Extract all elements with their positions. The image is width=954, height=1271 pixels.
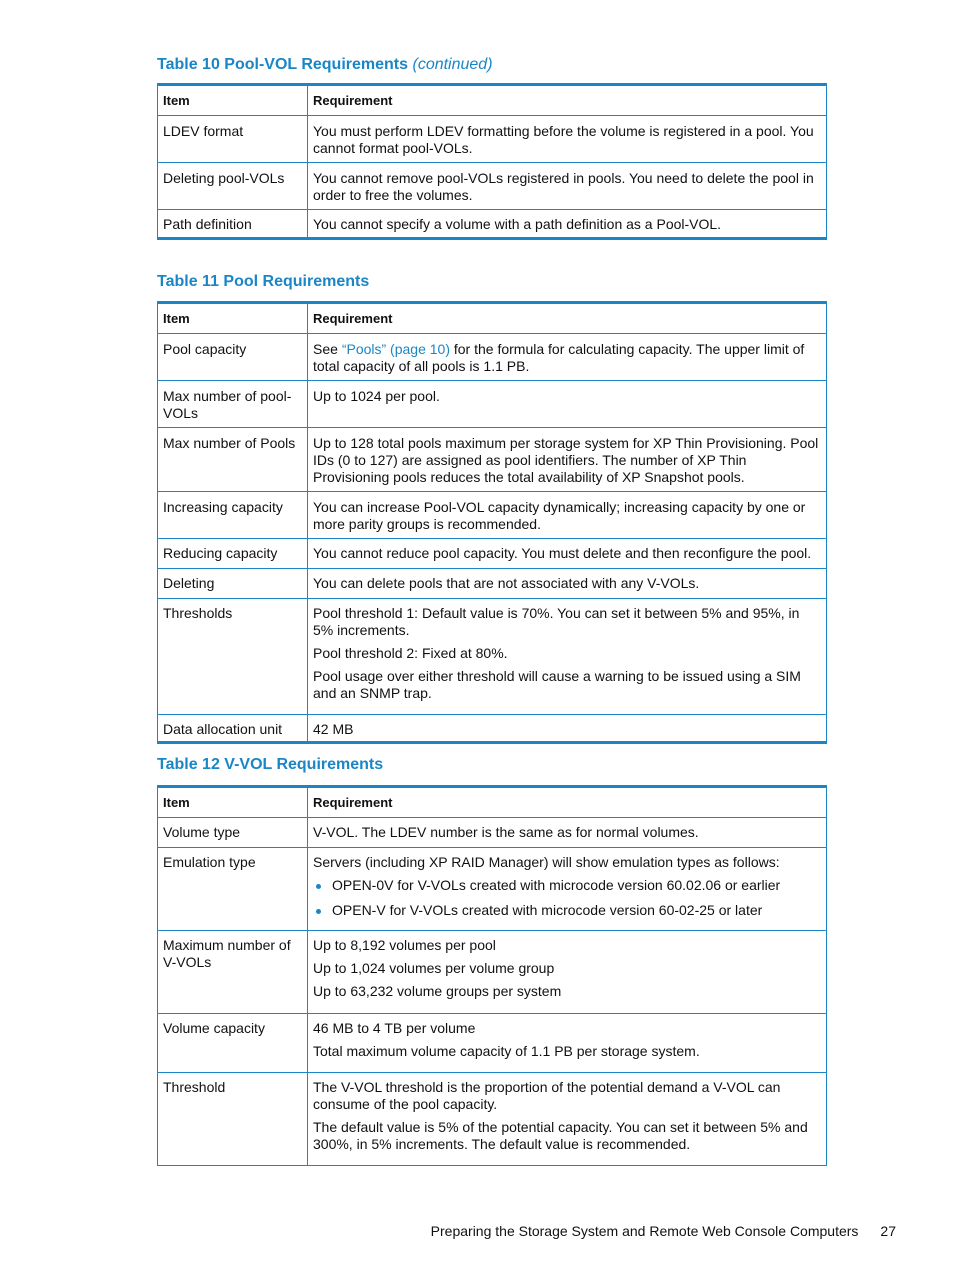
row-item: Deleting pool-VOLs <box>158 163 308 210</box>
row-item: Volume capacity <box>158 1014 308 1073</box>
table-12-caption: Table 12 V-VOL Requirements <box>157 756 384 773</box>
table-10 <box>157 83 827 240</box>
row-requirement: You cannot specify a volume with a path definition as a Pool-VOL. <box>308 210 827 239</box>
header-requirement: Requirement <box>308 787 827 818</box>
row-requirement: You must perform LDEV formatting before the volume is registered in a pool. You cannot format pool-VOLs. <box>308 116 827 163</box>
row-requirement <box>308 931 827 1014</box>
requirement-text: Servers (including XP RAID Manager) will show emulation types as follows: <box>313 854 780 870</box>
table-row <box>158 599 827 715</box>
table-row <box>158 848 827 931</box>
row-item: Thresholds <box>158 599 308 715</box>
row-requirement: You cannot remove pool-VOLs registered in pools. You need to delete the pool in order to free the volumes. <box>308 163 827 210</box>
table-row <box>158 210 827 239</box>
footer-title: Preparing the Storage System and Remote Web Console Computers <box>430 1223 859 1239</box>
requirement-paragraph: 46 MB to 4 TB per volume <box>313 1020 476 1036</box>
header-requirement: Requirement <box>308 85 827 116</box>
table-10-caption: Table 10 Pool-VOL Requirements (continued) <box>157 56 493 73</box>
row-item: Max number of Pools <box>158 428 308 492</box>
row-requirement <box>308 848 827 931</box>
bullet-list <box>313 877 820 919</box>
row-requirement <box>308 1073 827 1166</box>
table-12 <box>157 785 827 1166</box>
row-requirement: 42 MB <box>308 715 827 743</box>
bullet-item: OPEN-0V for V-VOLs created with microcode version 60.02.06 or earlier <box>313 877 820 894</box>
header-item: Item <box>158 85 308 116</box>
row-item: Deleting <box>158 569 308 599</box>
requirement-paragraph: Up to 8,192 volumes per pool <box>313 937 496 953</box>
table-row <box>158 334 827 381</box>
row-item: Path definition <box>158 210 308 239</box>
row-requirement <box>308 1014 827 1073</box>
row-item: Data allocation unit <box>158 715 308 743</box>
row-item: Emulation type <box>158 848 308 931</box>
table-row <box>158 428 827 492</box>
table-row <box>158 116 827 163</box>
page-number: 27 <box>880 1223 896 1239</box>
row-item: Threshold <box>158 1073 308 1166</box>
row-requirement: You can increase Pool-VOL capacity dynamically; increasing capacity by one or more parity groups is recommended. <box>308 492 827 539</box>
table-row <box>158 715 827 743</box>
requirement-paragraph: Pool threshold 1: Default value is 70%. You can set it between 5% and 95%, in 5% increments. <box>313 605 800 638</box>
requirement-paragraph: The default value is 5% of the potential capacity. You can set it between 5% and 300%, in 5% increments. The default value is recommended. <box>313 1119 808 1152</box>
row-item: Max number of pool-VOLs <box>158 381 308 428</box>
row-item: Volume type <box>158 818 308 848</box>
table-header-row <box>158 303 827 334</box>
row-item: Pool capacity <box>158 334 308 381</box>
table-row <box>158 818 827 848</box>
row-item: Reducing capacity <box>158 539 308 569</box>
row-requirement: You cannot reduce pool capacity. You must delete and then reconfigure the pool. <box>308 539 827 569</box>
header-requirement: Requirement <box>308 303 827 334</box>
row-requirement: Up to 1024 per pool. <box>308 381 827 428</box>
row-requirement <box>308 599 827 715</box>
table-row <box>158 931 827 1014</box>
row-requirement: V-VOL. The LDEV number is the same as for normal volumes. <box>308 818 827 848</box>
table-row <box>158 381 827 428</box>
requirement-paragraph: The V-VOL threshold is the proportion of the potential demand a V-VOL can consume of the pool capacity. <box>313 1079 781 1112</box>
table-row <box>158 163 827 210</box>
page-footer <box>431 1223 896 1239</box>
requirement-paragraph: Up to 1,024 volumes per volume group <box>313 960 555 976</box>
table-row <box>158 569 827 599</box>
row-requirement: You can delete pools that are not associated with any V-VOLs. <box>308 569 827 599</box>
header-item: Item <box>158 787 308 818</box>
header-item: Item <box>158 303 308 334</box>
table-row <box>158 492 827 539</box>
table-header-row <box>158 787 827 818</box>
table-header-row <box>158 85 827 116</box>
table-row <box>158 539 827 569</box>
requirement-paragraph: Pool usage over either threshold will cause a warning to be issued using a SIM and an SNMP trap. <box>313 668 801 701</box>
requirement-paragraph: Up to 63,232 volume groups per system <box>313 983 562 999</box>
pools-page-link[interactable]: “Pools” (page 10) <box>341 341 450 357</box>
row-requirement: See “Pools” (page 10) for the formula for calculating capacity. The upper limit of total capacity of all pools is 1.1 PB. <box>308 334 827 381</box>
row-item: LDEV format <box>158 116 308 163</box>
requirement-paragraph: Pool threshold 2: Fixed at 80%. <box>313 645 508 661</box>
table-row <box>158 1073 827 1166</box>
table-11 <box>157 301 827 744</box>
requirement-paragraph: Total maximum volume capacity of 1.1 PB per storage system. <box>313 1043 700 1059</box>
bullet-item: OPEN-V for V-VOLs created with microcode version 60-02-25 or later <box>313 902 820 919</box>
table-11-caption: Table 11 Pool Requirements <box>157 273 370 290</box>
row-item: Increasing capacity <box>158 492 308 539</box>
table-row <box>158 1014 827 1073</box>
row-requirement: Up to 128 total pools maximum per storage system for XP Thin Provisioning. Pool IDs (0 to 127) are assigned as pool identifiers. The number of XP Thin Provisioning pools reduces the total availability of XP Snapshot pools. <box>308 428 827 492</box>
row-item: Maximum number of V-VOLs <box>158 931 308 1014</box>
